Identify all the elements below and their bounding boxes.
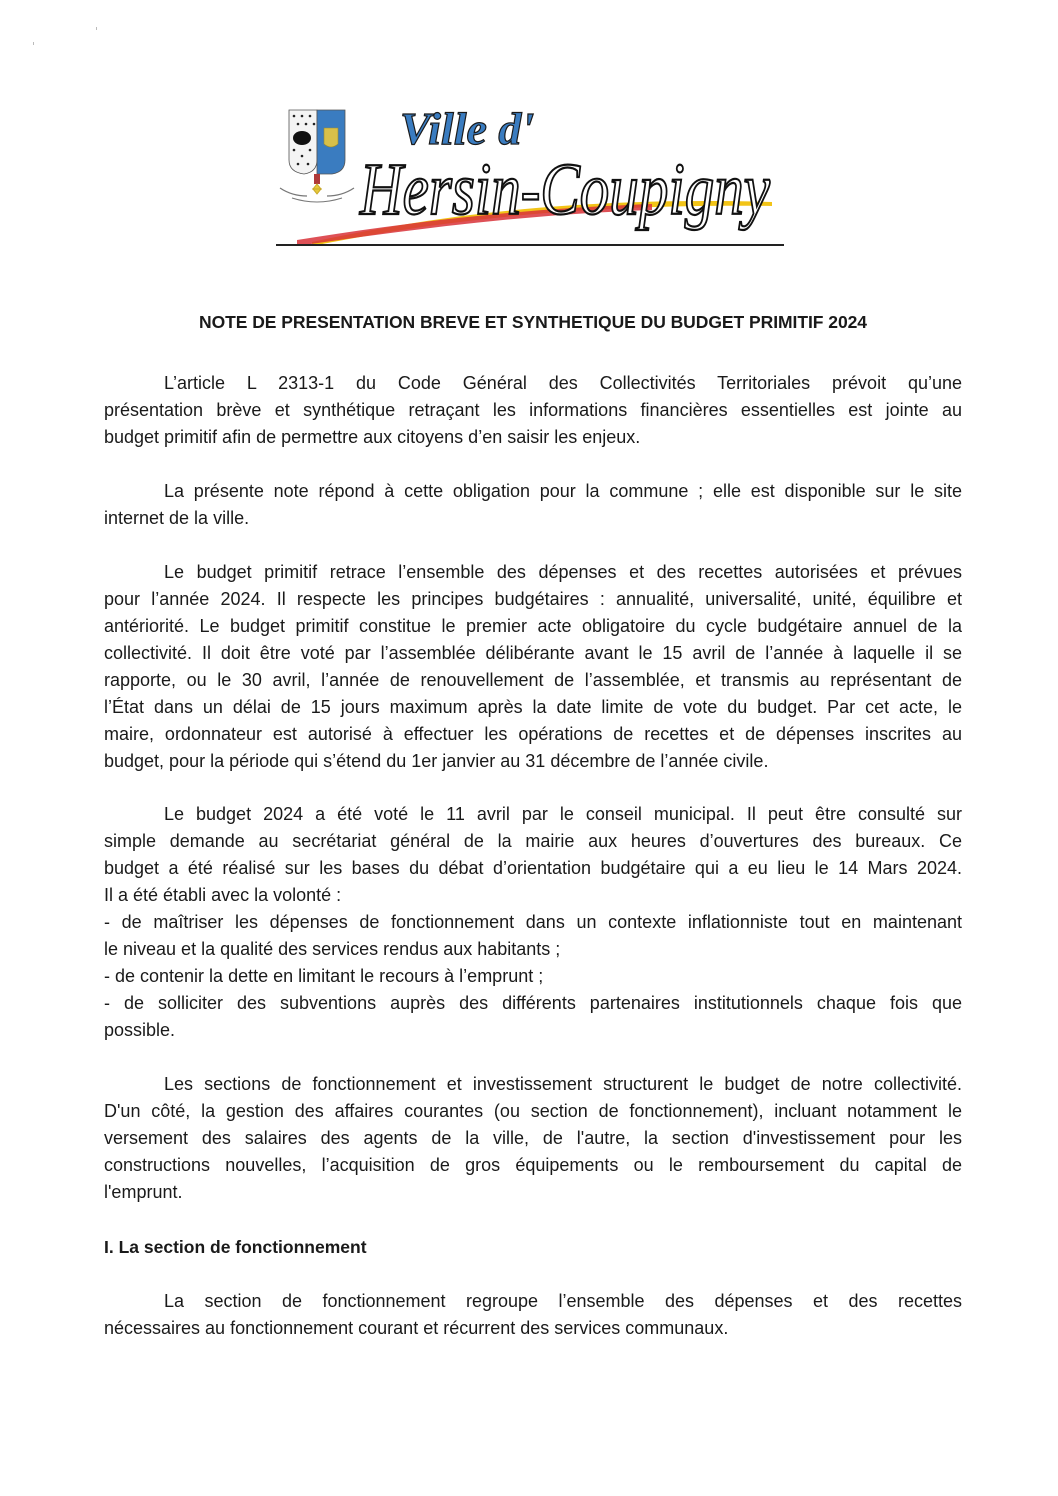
logo-graphic [272, 92, 784, 248]
text-line: nécessaires au fonctionnement courant et récurrent des services communaux. [104, 1318, 729, 1338]
paragraph-budget-2024 [104, 801, 962, 1044]
document-title: NOTE DE PRESENTATION BREVE ET SYNTHETIQUE DU BUDGET PRIMITIF 2024 [199, 312, 867, 332]
text-line: simple demande au secrétariat général de la mairie aux heures d’ouvertures des bureaux. Ce [104, 831, 962, 851]
bullet-line: - de contenir la dette en limitant le recours à l’emprunt ; [104, 966, 544, 986]
text-line: l'emprunt. [104, 1182, 183, 1202]
text-line: présentation brève et synthétique retraçant les informations financières essentielles est jointe au [104, 400, 962, 420]
text-line: versement des salaires des agents de la ville, de l'autre, la section d'investissement pour les [104, 1128, 962, 1148]
paragraph-section-fonctionnement [104, 1288, 962, 1342]
text-line: La présente note répond à cette obligation pour la commune ; elle est disponible sur le site [164, 481, 962, 501]
text-line: La section de fonctionnement regroupe l’ensemble des dépenses et des recettes [164, 1291, 962, 1311]
text-line: Le budget 2024 a été voté le 11 avril par le conseil municipal. Il peut être consulté sur [164, 804, 962, 824]
paragraph-sections [104, 1071, 962, 1206]
text-line: constructions nouvelles, l’acquisition de gros équipements ou le remboursement du capital de [104, 1155, 962, 1175]
text-line: collectivité. Il doit être voté par l’assemblée délibérante avant le 15 avril de l’année à laquelle il se [104, 643, 962, 663]
bullet-line: - de solliciter des subventions auprès des différents partenaires institutionnels chaque fois que [104, 993, 962, 1013]
text-line: possible. [104, 1020, 176, 1040]
logo-ville-text: Ville d' [400, 103, 535, 154]
text-line: pour l’année 2024. Il respecte les principes budgétaires : annualité, universalité, unité, équilibre et [104, 589, 962, 609]
paragraph-obligation [104, 478, 962, 532]
coat-of-arms-icon [280, 110, 354, 202]
text-line: L’article L 2313-1 du Code Général des Collectivités Territoriales prévoit qu’une [164, 373, 962, 393]
bullet-line: - de maîtriser les dépenses de fonctionnement dans un contexte inflationniste tout en maintenant [104, 912, 962, 932]
city-logo [272, 92, 784, 248]
paragraph-intro [104, 370, 962, 451]
text-line: Les sections de fonctionnement et investissement structurent le budget de notre collectivité. [164, 1074, 962, 1094]
text-line: budget a été réalisé sur les bases du débat d’orientation budgétaire qui a eu lieu le 14 Mars 2024. [104, 858, 962, 878]
text-line: budget primitif afin de permettre aux citoyens d’en saisir les enjeux. [104, 427, 641, 447]
logo-hersin-coupigny-text: Hersin-Coupigny [359, 149, 771, 231]
text-line: Le budget primitif retrace l’ensemble des dépenses et des recettes autorisées et prévues [164, 562, 962, 582]
text-line: internet de la ville. [104, 508, 250, 528]
text-line: le niveau et la qualité des services rendus aux habitants ; [104, 939, 561, 959]
text-line: Il a été établi avec la volonté : [104, 885, 342, 905]
text-line: antériorité. Le budget primitif constitue le premier acte obligatoire du cycle budgétaire annuel de la [104, 616, 962, 636]
section-heading: I. La section de fonctionnement [104, 1237, 367, 1257]
text-line: D'un côté, la gestion des affaires courantes (ou section de fonctionnement), incluant notamment le [104, 1101, 962, 1121]
header-rule [276, 244, 784, 246]
text-line: maire, ordonnateur est autorisé à effectuer les opérations de recettes et de dépenses inscrites au [104, 724, 962, 744]
text-line: budget, pour la période qui s’étend du 1er janvier au 31 décembre de l’année civile. [104, 751, 769, 771]
text-line: l’État dans un délai de 15 jours maximum après la date limite de vote du budget. Par cet acte, le [104, 697, 962, 717]
paragraph-budget-primitif [104, 559, 962, 775]
text-line: rapporte, ou le 30 avril, l’année de renouvellement de l’assemblée, et transmis au représentant de [104, 670, 962, 690]
